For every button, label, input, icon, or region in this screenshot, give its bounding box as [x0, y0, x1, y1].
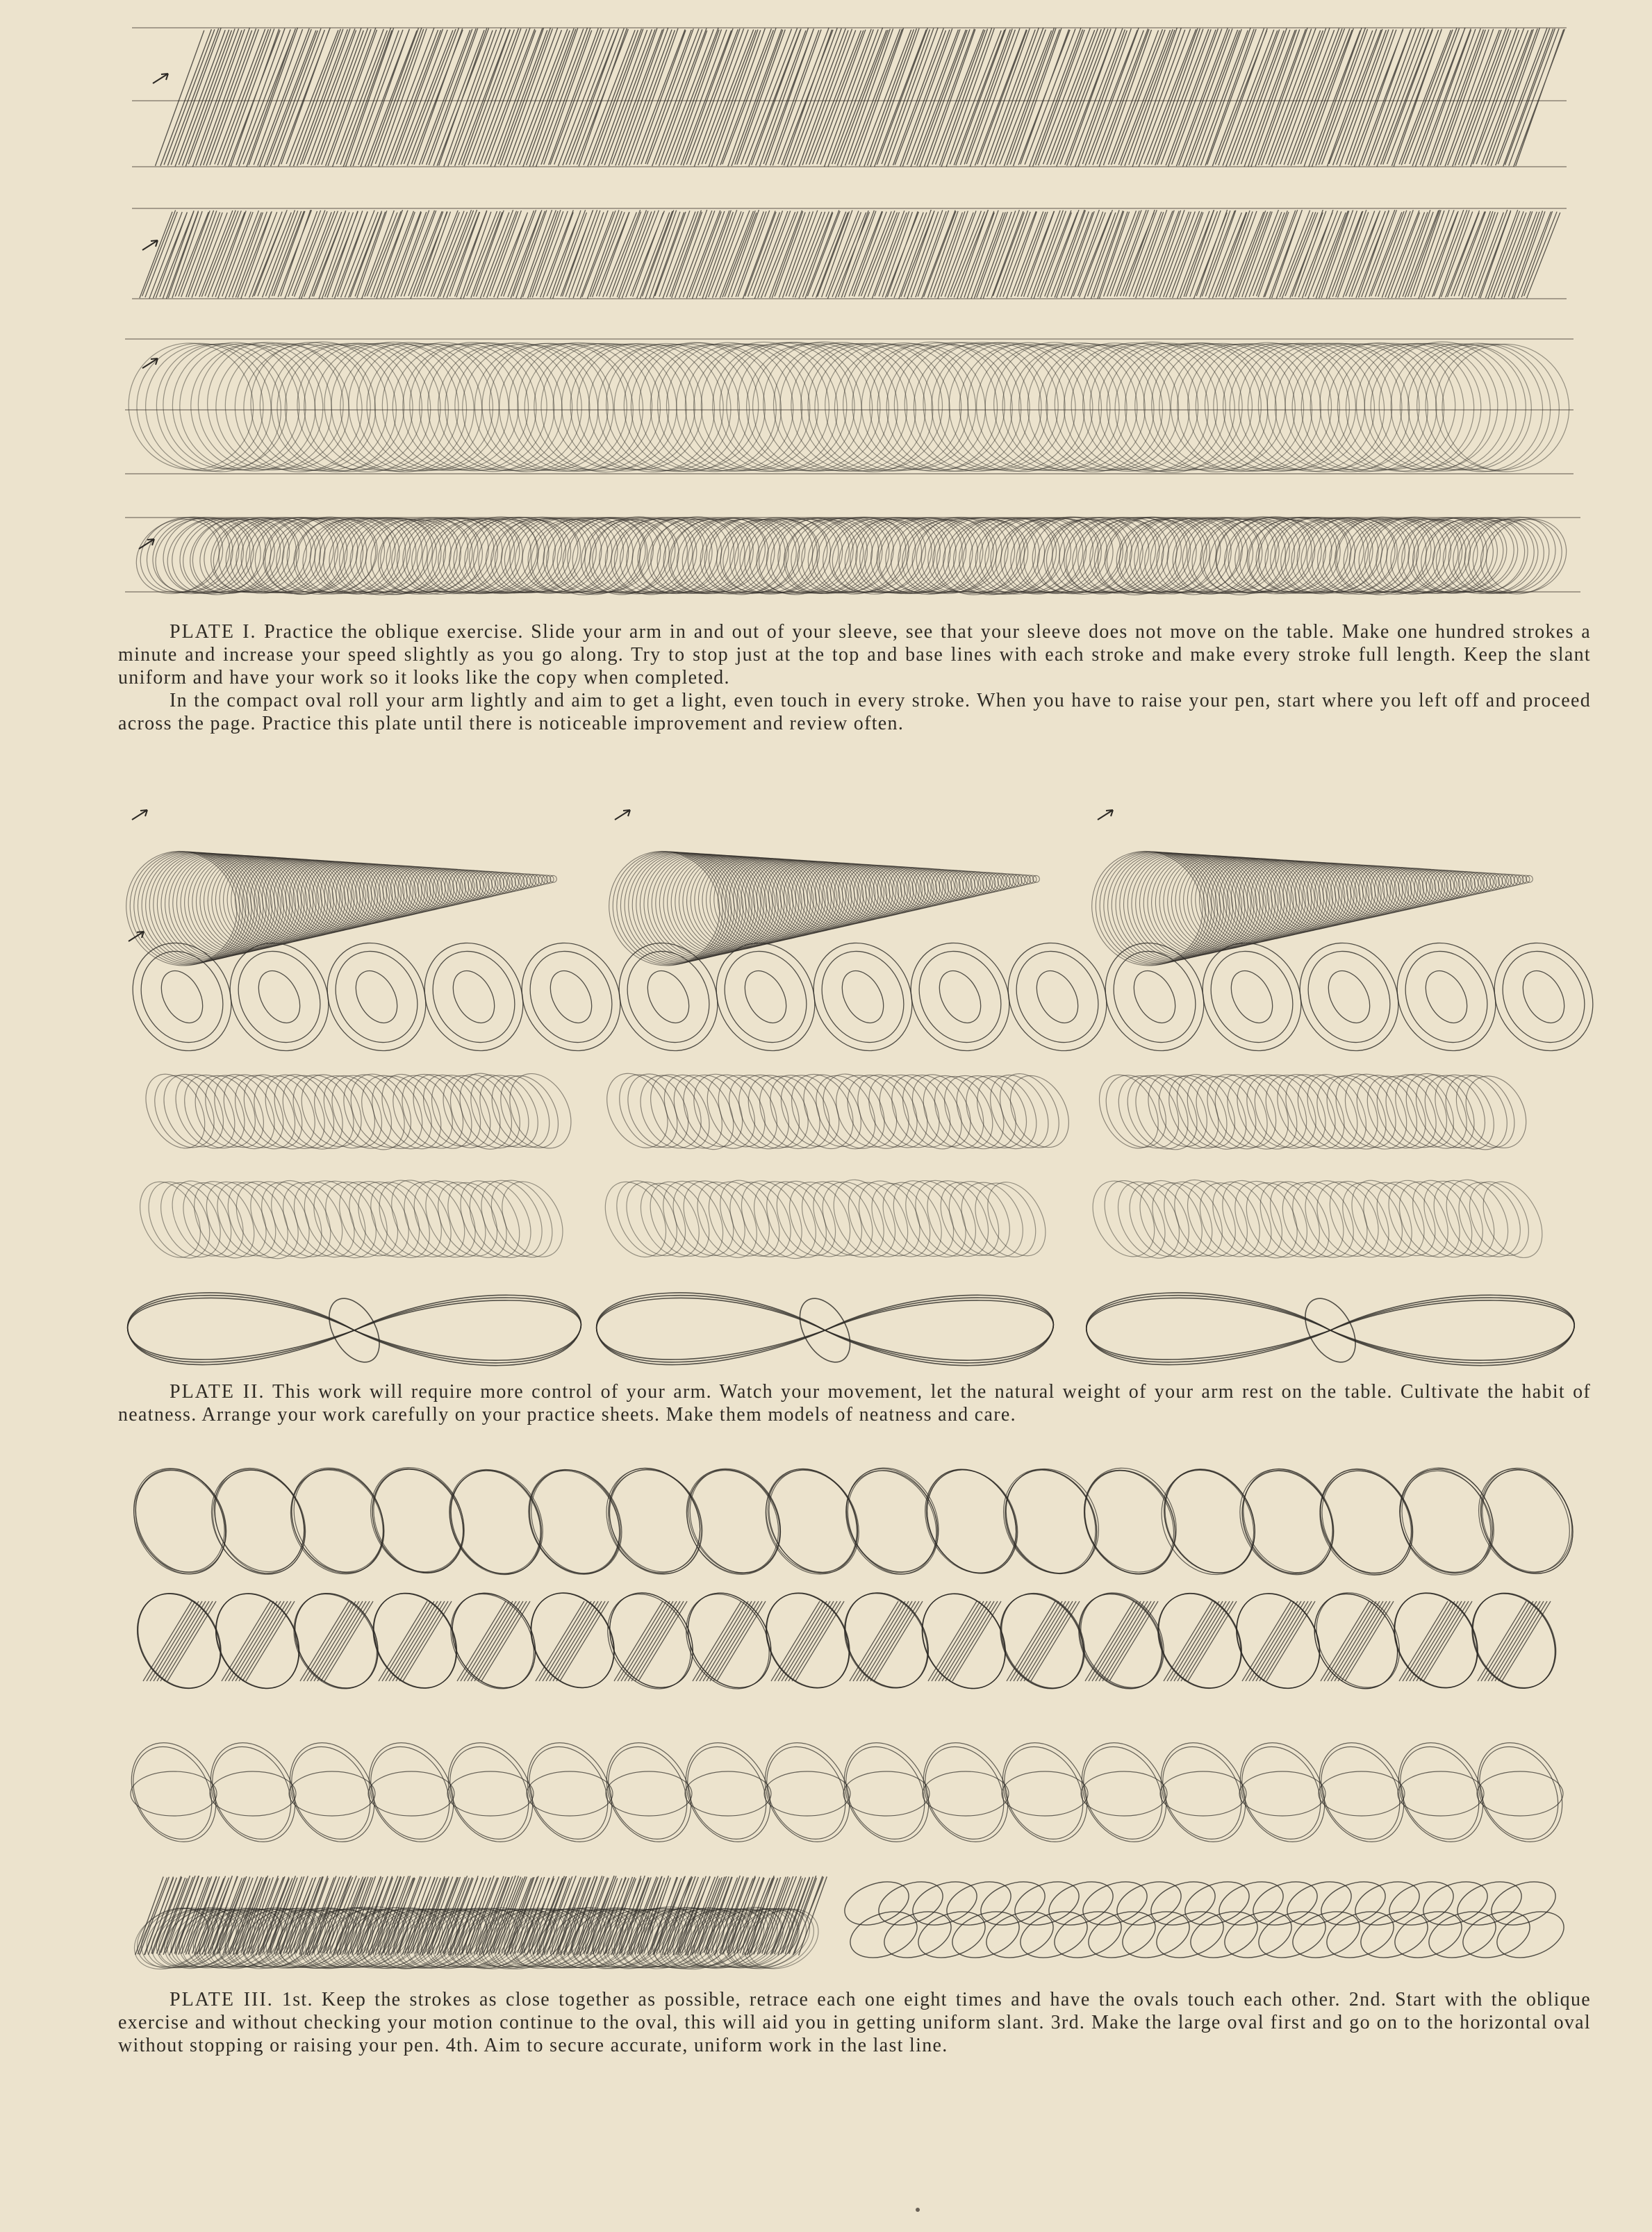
- plate-3-caption: [118, 1988, 1591, 2057]
- plate-1-text-1: Practice the oblique exercise. Slide your arm in and out of your sleeve, see that your sleeve does not move on the table. Make one hundred strokes a minute and increase your speed slightly as you go along. Try to stop just at the top and base lines with each stroke and make every stroke full length. Keep the slant uniform and have your work so it looks like the copy when completed.: [118, 621, 1591, 688]
- oval-roll: [1080, 1169, 1554, 1268]
- oval-roll: [134, 1063, 584, 1160]
- arrow-start-icon: [132, 810, 147, 820]
- plate-3-text-1: 1st. Keep the strokes as close together as possible, retrace each one eight times and have the ovals touch each other. 2nd. Start with the oblique exercise and without checking your motion continue to the oval, this will aid you in getting uniform slant. 3rd. Make the large oval first and go on to the horizontal oval without stopping or raising your pen. 4th. Aim to secure accurate, uniform work in the last line.: [118, 1989, 1592, 2056]
- oval-roll: [593, 1169, 1057, 1269]
- large-oval-row: [116, 1452, 1590, 1592]
- concentric-oval-row: [114, 925, 1611, 1068]
- oval-roll: [1087, 1063, 1538, 1160]
- plate-1-label: PLATE I.: [170, 621, 257, 643]
- oval-with-oblique-row: [121, 1578, 1573, 1704]
- plate-3-label: PLATE III.: [170, 1989, 274, 2010]
- oval-roll: [123, 502, 1579, 609]
- arrow-start-icon: [142, 240, 158, 250]
- plate-1-caption: [118, 620, 1591, 735]
- plate-2-caption: [118, 1380, 1591, 1426]
- plate-1-paragraph-1: [118, 620, 1591, 689]
- cone-drill: [1073, 833, 1534, 984]
- plate-1-drawing: [0, 0, 1652, 611]
- printer-dot: [916, 2208, 920, 2212]
- oblique-stroke-band: [156, 28, 1565, 167]
- plate-2-paragraph-1: [118, 1380, 1591, 1426]
- plate-2-drawing: [0, 778, 1652, 1375]
- arrow-start-icon: [615, 810, 630, 820]
- plate-1-text-2: In the compact oval roll your arm lightly and aim to get a light, even touch in every stroke. When you have to raise your pen, start where you left off and proceed across the page. Practice this plate until there is noticeable improvement and review often.: [118, 690, 1591, 734]
- cone-drill: [108, 833, 558, 984]
- loop-chain-row: [839, 1874, 1570, 1966]
- oval-roll: [595, 1063, 1080, 1159]
- figure-eight-row: [128, 1290, 1575, 1371]
- plate-2-text-1: This work will require more control of your arm. Watch your movement, let the natural weight of your arm rest on the table. Cultivate the habit of neatness. Arrange your work carefully on your practice sheets. Make them models of neatness and care.: [118, 1381, 1592, 1425]
- arrow-start-icon: [153, 74, 168, 83]
- plate-3-drawing: [0, 1452, 1652, 1987]
- oblique-stroke-band: [140, 210, 1560, 299]
- cone-drill: [590, 833, 1041, 984]
- horizontal-oval-row: [115, 1728, 1578, 1856]
- arrow-start-icon: [1098, 810, 1113, 820]
- oval-roll: [128, 1170, 575, 1269]
- plate-1-paragraph-2: [118, 689, 1591, 735]
- plate-3-paragraph-1: [118, 1988, 1591, 2057]
- plate-2-label: PLATE II.: [170, 1381, 265, 1403]
- oval-roll: [106, 320, 1592, 495]
